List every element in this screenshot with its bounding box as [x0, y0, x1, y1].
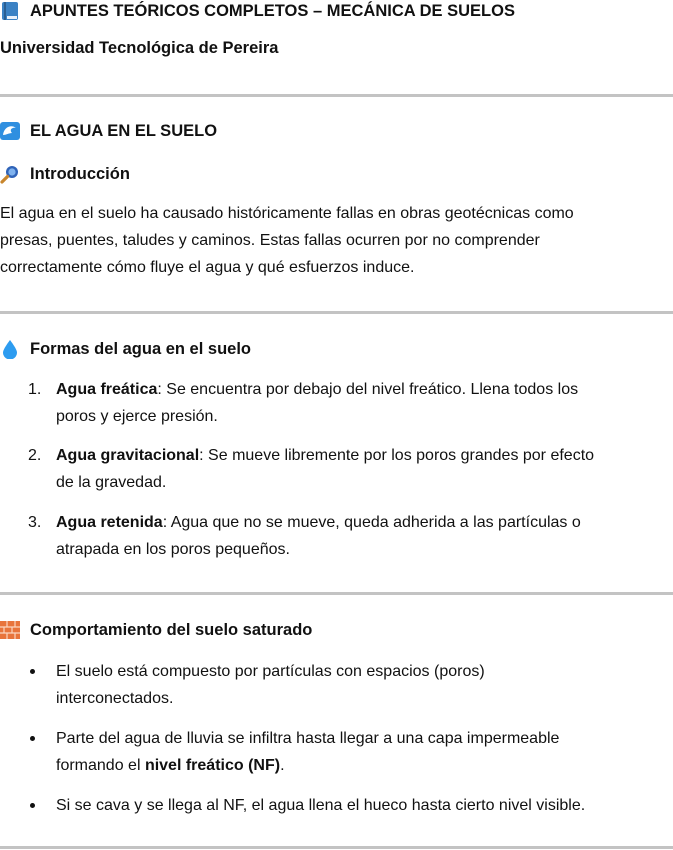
list-item: Si se cava y se llega al NF, el agua llena el hueco hasta cierto nivel visible.	[0, 792, 673, 820]
intro-line-1: El agua en el suelo ha causado históricamente fallas en obras geotécnicas como	[0, 205, 574, 222]
intro-heading-text: Introducción	[30, 164, 130, 183]
intro-line-3: correctamente cómo fluye el agua y qué esfuerzos induce.	[0, 259, 415, 276]
list-term: Agua gravitacional	[56, 447, 200, 464]
university-name	[0, 39, 673, 58]
list-item: El suelo está compuesto por partículas con espacios (poros) interconectados.	[0, 658, 673, 714]
list-marker: 2.	[28, 447, 42, 464]
blue-book-icon	[0, 1, 20, 21]
intro-paragraph	[0, 200, 673, 281]
magnifier-icon	[0, 164, 20, 184]
list-item: 3. Agua retenida: Agua que no se mueve, queda adherida a las partículas o atrapada en los poros pequeños.	[0, 509, 673, 565]
list-item: 1. Agua freática: Se encuentra por debajo del nivel freático. Llena todos los poros y ejerce presión.	[0, 376, 673, 432]
list-term: Agua retenida	[56, 514, 163, 531]
bullet	[30, 803, 35, 808]
formas-heading-text: Formas del agua en el suelo	[30, 339, 251, 358]
document-title-text: APUNTES TEÓRICOS COMPLETOS – MECÁNICA DE SUELOS	[30, 1, 515, 20]
list-term: Agua freática	[56, 381, 158, 398]
section-heading-agua-text: EL AGUA EN EL SUELO	[30, 121, 218, 140]
comportamiento-heading-text: Comportamiento del suelo saturado	[30, 620, 313, 639]
water-wave-icon	[0, 121, 20, 141]
key-term: nivel freático (NF)	[144, 757, 281, 774]
brick-wall-icon	[0, 620, 20, 640]
intro-heading	[0, 164, 673, 184]
formas-heading	[0, 339, 673, 359]
comportamiento-heading	[0, 620, 673, 640]
list-marker: 1.	[28, 381, 42, 398]
document-title	[0, 1, 673, 21]
list-item: Parte del agua de lluvia se infiltra hasta llegar a una capa impermeable formando el nivel freático (NF).	[0, 725, 673, 781]
divider	[0, 592, 673, 595]
section-heading-agua	[0, 121, 673, 141]
divider	[0, 846, 673, 849]
bullet	[30, 736, 35, 741]
list-item: 2. Agua gravitacional: Se mueve libremente por los poros grandes por efecto de la gravedad.	[0, 442, 673, 498]
water-drop-icon	[0, 339, 20, 359]
bullet	[30, 669, 35, 674]
university-name-text: Universidad Tecnológica de Pereira	[0, 39, 279, 57]
list-marker: 3.	[28, 514, 42, 531]
divider	[0, 94, 673, 97]
divider	[0, 311, 673, 314]
intro-line-2: presas, puentes, taludes y caminos. Estas fallas ocurren por no comprender	[0, 232, 540, 249]
